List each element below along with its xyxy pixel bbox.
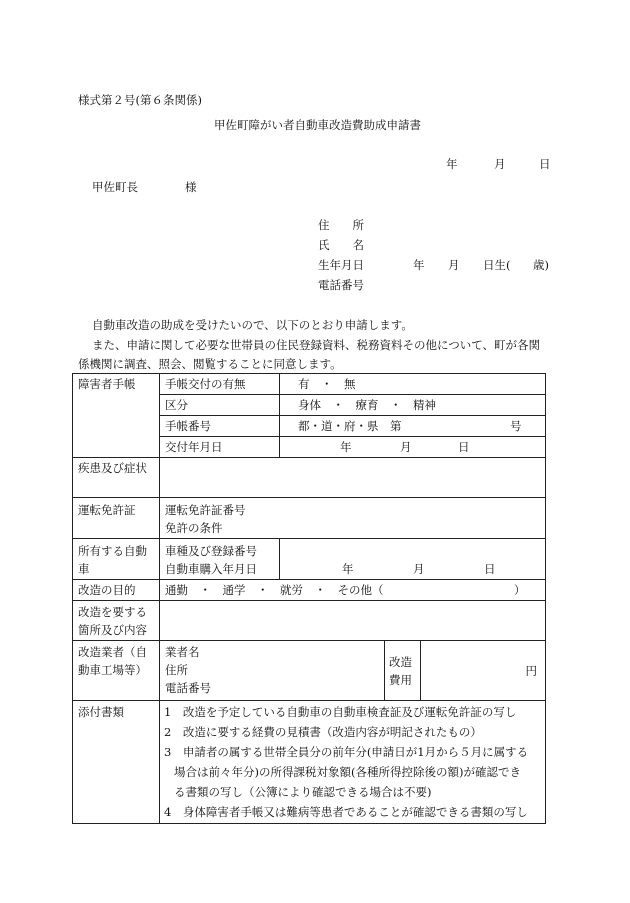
disease-label: 疾患及び症状 (73, 458, 160, 498)
table-row (73, 498, 546, 539)
car-purchase-year: 年 (342, 562, 354, 576)
cost-label (385, 641, 421, 701)
handbook-category-label: 区分 (160, 395, 280, 416)
handbook-label: 障害者手帳 (73, 374, 160, 458)
handbook-issue-label: 手帳交付の有無 (160, 374, 280, 395)
cost-unit: 円 (525, 663, 538, 678)
attachments-label: 添付書類 (73, 701, 160, 824)
modification-label-line1: 改造を要する (78, 605, 147, 619)
car-purchase-day: 日 (484, 562, 496, 576)
contractor-label (73, 641, 160, 701)
car-label-line2: 車 (78, 562, 90, 576)
handbook-number-field[interactable] (280, 416, 546, 437)
attachment-item-3-line3: る書類の写し（公簿により確認できる場合は不要) (174, 785, 432, 799)
table-row (73, 374, 546, 395)
applicant-birth-day: 日生( (483, 258, 511, 272)
applicant-birth-month: 月 (448, 258, 460, 272)
disease-field[interactable] (160, 458, 546, 498)
purpose-close-paren: ） (514, 583, 526, 597)
car-info-labels (160, 539, 280, 580)
applicant-name-label: 氏 名 (318, 238, 364, 252)
cost-label-line2: 費用 (389, 672, 412, 687)
car-label-line1: 所有する自動 (78, 544, 147, 558)
contractor-phone-label: 電話番号 (165, 681, 211, 695)
contractor-field[interactable] (160, 641, 385, 701)
modification-label (73, 601, 160, 641)
attachment-item-2: 2 改造に要する経費の見積書（改造内容が明記されたもの） (164, 725, 482, 739)
addressee-honorific: 様 (185, 180, 197, 194)
addressee-name: 甲佐町長 (92, 180, 138, 194)
application-form-table (72, 373, 546, 824)
car-purchase-label: 自動車購入年月日 (165, 562, 257, 576)
handbook-issue-value[interactable]: 有 ・ 無 (280, 374, 546, 395)
form-number: 様式第２号(第６条関係) (78, 93, 202, 107)
contractor-address-label: 住所 (165, 663, 188, 677)
contractor-name-label: 業者名 (165, 645, 200, 659)
handbook-category-value[interactable]: 身体 ・ 療育 ・ 精神 (280, 395, 546, 416)
car-type-label: 車種及び登録番号 (165, 544, 257, 558)
date-day-label: 日 (539, 157, 551, 171)
table-row (73, 539, 546, 580)
car-label (73, 539, 160, 580)
handbook-number-label: 手帳番号 (160, 416, 280, 437)
applicant-birth-label: 生年月日 (318, 258, 364, 272)
license-condition-label: 免許の条件 (165, 521, 223, 535)
car-purchase-month: 月 (413, 562, 425, 576)
table-row (73, 601, 546, 641)
table-row (73, 580, 546, 601)
handbook-date-month: 月 (400, 440, 412, 454)
license-number-label: 運転免許証番号 (165, 503, 246, 517)
attachment-item-4: 4 身体障害者手帳又は難病等患者であることが確認できる書類の写し (164, 805, 528, 819)
contractor-label-line2: 動車工場等） (78, 663, 147, 677)
purpose-label: 改造の目的 (73, 580, 160, 601)
license-label: 運転免許証 (73, 498, 160, 539)
attachment-item-3-line2: 場合は前々年分)の所得課税対象額(各種所得控除後の額)が確認でき (174, 765, 521, 779)
purpose-field[interactable] (160, 580, 546, 601)
modification-label-line2: 箇所及び内容 (78, 623, 147, 637)
body-text-line3: 係機関に調査、照会、閲覧することに同意します。 (78, 357, 342, 371)
body-text-line1: 自動車改造の助成を受けたいので、以下のとおり申請します。 (92, 318, 413, 332)
attachment-item-1: 1 改造を予定している自動車の自動車検査証及び運転免許証の写し (164, 705, 517, 719)
cost-field[interactable] (421, 641, 546, 701)
handbook-date-day: 日 (458, 440, 470, 454)
handbook-date-field[interactable] (280, 437, 546, 458)
attachment-item-3-line1: 3 申請者の属する世帯全員分の前年分(申請日が1月から５月に属する (164, 745, 529, 759)
date-year-label: 年 (446, 157, 458, 171)
purpose-options: 通勤 ・ 通学 ・ 就労 ・ その他（ (165, 583, 384, 597)
table-row (73, 701, 546, 824)
applicant-address-label: 住 所 (318, 218, 364, 232)
applicant-phone-label: 電話番号 (318, 278, 364, 292)
modification-field[interactable] (160, 601, 546, 641)
applicant-age: 歳) (533, 258, 549, 272)
handbook-number-suffix: 号 (510, 419, 522, 433)
cost-label-line1: 改造 (389, 654, 412, 669)
date-month-label: 月 (494, 157, 506, 171)
table-row (73, 458, 546, 498)
table-row (73, 641, 546, 701)
handbook-date-label: 交付年月日 (160, 437, 280, 458)
page-title: 甲佐町障がい者自動車改造費助成申請書 (214, 118, 421, 132)
applicant-birth-year: 年 (413, 258, 425, 272)
license-field[interactable] (160, 498, 546, 539)
handbook-date-year: 年 (340, 440, 352, 454)
car-info-field[interactable] (280, 539, 546, 580)
contractor-label-line1: 改造業者（自 (78, 645, 147, 659)
handbook-number-prefix: 都・道・府・県 第 (298, 419, 402, 433)
attachments-list (160, 701, 546, 824)
body-text-line2: また、申請に関して必要な世帯員の住民登録資料、税務資料その他について、町が各関 (92, 338, 541, 352)
